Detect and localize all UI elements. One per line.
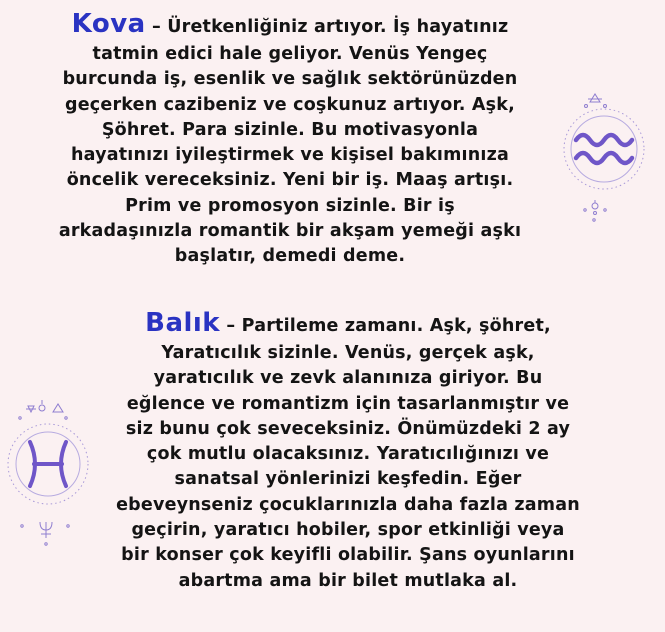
kova-title: Kova	[71, 9, 146, 39]
balik-line-2: Yaratıcılık sizinle. Venüs, gerçek aşk,	[161, 343, 535, 363]
balik-line-9: geçirin, yaratıcı hobiler, spor etkinliği veya	[131, 520, 565, 541]
kova-line-3: burcunda iş, esenlik ve sağlık sektörünüzden	[62, 69, 518, 90]
kova-line-1: Kova – Üretkenliğiniz artıyor. İş hayatınız	[71, 9, 509, 39]
kova-line-10: başlatır, demedi deme.	[174, 246, 406, 267]
balik-section	[78, 308, 618, 594]
balik-line-3: yaratıcılık ve zevk alanınıza giriyor. Bu	[153, 368, 543, 389]
aquarius-emblem-icon	[554, 82, 660, 232]
kova-line-2: tatmin edici hale geliyor. Venüs Yengeç	[92, 44, 488, 64]
kova-line-5: Şöhret. Para sizinle. Bu motivasyonla	[101, 119, 479, 140]
kova-line-6: hayatınızı iyileştirmek ve kişisel bakımınıza	[70, 145, 509, 166]
balik-line-6: çok mutlu olacaksınız. Yaratıcılığınızı ve	[146, 444, 550, 465]
balik-title: Balık	[145, 308, 221, 338]
balik-line-1: Balık – Partileme zamanı. Aşk, şöhret,	[145, 308, 551, 338]
pisces-emblem-icon	[6, 398, 96, 548]
balik-line-5: siz bunu çok seveceksiniz. Önümüzdeki 2 ay	[125, 418, 571, 439]
balik-line-8: ebeveynseniz çocuklarınızla daha fazla zaman	[116, 494, 580, 515]
kova-line-8: Prim ve promosyon sizinle. Bir iş	[125, 195, 455, 216]
kova-section	[20, 9, 560, 270]
kova-line-7: öncelik vereceksiniz. Yeni bir iş. Maaş artışı.	[66, 170, 514, 191]
balik-line-11: abartma ama bir bilet mutlaka al.	[178, 570, 518, 591]
kova-line-4: geçerken cazibeniz ve coşkunuz artıyor. Aşk,	[65, 94, 515, 115]
balik-line-4: eğlence ve romantizm için tasarlanmıştır ve	[126, 393, 570, 414]
balik-line-7: sanatsal yönlerinizi keşfedin. Eğer	[174, 469, 522, 490]
kova-line-9: arkadaşınızla romantik bir akşam yemeği aşkı	[58, 221, 522, 242]
balik-line-10: bir konser çok keyifli olabilir. Şans oyunlarını	[121, 545, 575, 566]
